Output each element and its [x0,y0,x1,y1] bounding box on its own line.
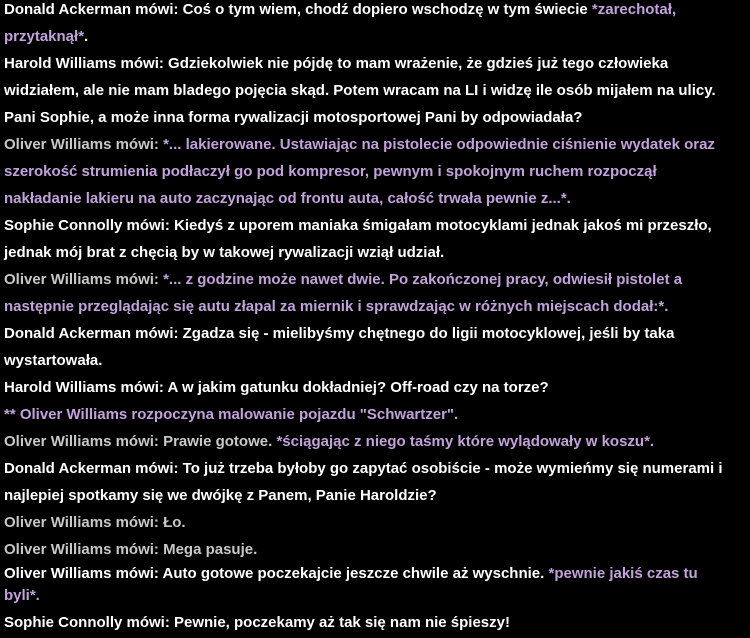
chat-message [4,374,744,401]
chat-message [4,50,744,104]
chat-message [4,266,744,320]
chat-message [4,131,744,212]
chat-text: . [84,28,89,45]
chat-text: najlepiej spotkamy się we dwójkę z Panem, Panie Haroldzie? [4,487,437,504]
emote-text: przytaknął [4,28,79,45]
chat-text: Harold Williams mówi: A w jakim gatunku dokładniej? Off-road czy na torze? [4,379,549,396]
chat-message [4,104,744,131]
chat-text: Pani Sophie, a może inna forma rywalizacji motosportowej Pani by odpowiadała? [4,109,583,126]
chat-text: Harold Williams mówi: Gdziekolwiek nie pójdę to mam wrażenie, że gdzieś już tego człowieka [4,55,669,72]
emote-text: następnie przeglądając się autu złapal za miernik i sprawdzając w różnych miejscach dodał:*. [4,298,669,315]
chat-text: Oliver Williams mówi: Prawie gotowe. [4,433,277,450]
action-text: ** Oliver Williams rozpoczyna malowanie pojazdu "Schwartzer". [4,406,459,423]
chat-text: Oliver Williams mówi: Mega pasuje. [4,541,258,558]
chat-message [4,320,744,374]
chat-text: Oliver Williams mówi: Auto gotowe poczekajcie jeszcze chwile aż wyschnie. [4,565,549,582]
chat-speaker: Oliver Williams mówi: [4,136,164,153]
emote-text: * [78,28,85,45]
emote-text: *. [29,587,40,604]
chat-message [4,609,744,636]
chat-text: wystartowała. [4,352,103,369]
chat-text: Sophie Connolly mówi: Kiedyś z uporem maniaka śmigałam motocyklami jednak jakoś mi przeszło, [4,217,712,234]
emote-text: byli [4,587,30,604]
emote-text: *... lakierowane. Ustawiając na pistolecie odpowiednie ciśnienie wydatek oraz [163,136,715,153]
chat-message [4,563,744,607]
chat-message [4,212,744,266]
chat-text: jednak mój brat z chęcią by w takowej rywalizacji wziął udział. [4,244,445,261]
chat-text: Donald Ackerman mówi: Coś o tym wiem, chodź dopiero wschodzę w tym świecie [4,1,592,18]
chat-message [4,455,744,509]
emote-text: *zarechotał, [591,1,677,18]
emote-text: szerokość strumienia podłaczył go pod kompresor, pewnym i spokojnym ruchem rozpoczął [4,163,657,180]
chat-message [4,509,744,536]
chat-message [4,536,744,563]
chat-action [4,401,744,428]
chat-text: Oliver Williams mówi: Ło. [4,514,186,531]
chat-message [4,0,744,50]
emote-text: *pewnie jakiś czas tu [548,565,698,582]
chat-text: Donald Ackerman mówi: Zgadza się - mielibyśmy chętnego do ligii motocyklowej, jeśli by taka [4,325,675,342]
emote-text: nakładanie lakieru na auto zaczynając od frontu auta, całość trwała pewnie z...*. [4,190,571,207]
chat-message [4,428,744,455]
chat-text: Donald Ackerman mówi: To już trzeba byłoby go zapytać osobiście - może wymieńmy się numerami i [4,460,723,477]
emote-text: *ściągając z niego taśmy które wylądowały w koszu*. [276,433,655,450]
chat-text: Sophie Connolly mówi: Pewnie, poczekamy aż tak się nam nie śpieszy! [4,614,510,631]
chat-speaker: Oliver Williams mówi: [4,271,164,288]
chat-text: widziałem, ale nie mam bladego pojęcia skąd. Potem wracam na LI i widzę ile osób mijałem na ulicy. [4,82,716,99]
emote-text: *... z godzine może nawet dwie. Po zakończonej pracy, odwiesił pistolet a [163,271,683,288]
